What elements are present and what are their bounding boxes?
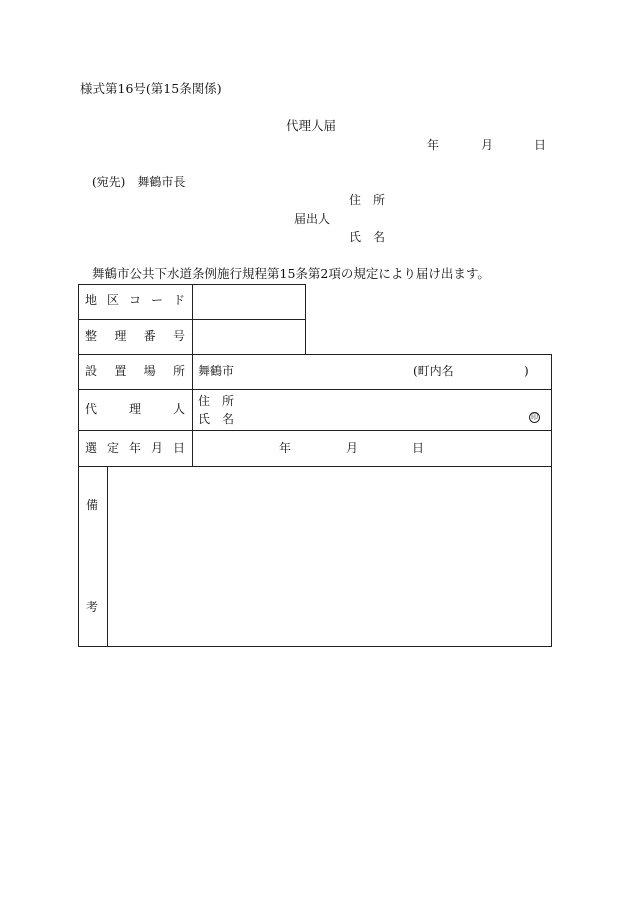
location-town-close: ) <box>524 364 529 378</box>
date-month-label: 月 <box>481 138 494 152</box>
date-day-label: 日 <box>534 138 547 152</box>
location-town-open: (町内名 <box>413 364 454 378</box>
row-line-date <box>78 466 552 467</box>
applicant-label: 届出人 <box>294 212 331 226</box>
agent-address-label: 住 所 <box>198 394 235 408</box>
selection-date-month: 月 <box>346 441 359 455</box>
row-line-agent <box>78 430 552 431</box>
ref-number-label: 整 理 番 号 <box>85 329 185 343</box>
statement-text: 舞鶴市公共下水道条例施行規程第15条第2項の規定により届け出ます。 <box>92 266 490 281</box>
main-table-label-divider <box>192 354 193 466</box>
agent-label: 代 理 人 <box>85 402 185 416</box>
agent-name-label: 氏 名 <box>198 412 235 426</box>
addressee: (宛先) 舞鶴市長 <box>92 175 186 189</box>
applicant-name-label: 氏 名 <box>349 230 386 244</box>
row-line-location <box>78 389 552 390</box>
date-year-label: 年 <box>427 138 440 152</box>
applicant-address-label: 住 所 <box>349 193 386 207</box>
form-reference: 様式第16号(第15条関係) <box>80 81 222 96</box>
ref-number-field[interactable] <box>196 323 302 351</box>
remarks-field[interactable] <box>111 470 547 642</box>
remarks-divider <box>107 466 108 647</box>
remarks-label-bottom: 考 <box>86 600 99 614</box>
selection-date-label: 選 定 年 月 日 <box>85 441 185 455</box>
selection-date-day: 日 <box>412 441 425 455</box>
seal-icon: 印 <box>531 413 538 421</box>
district-code-label: 地 区 コ ー ド <box>85 293 185 307</box>
code-table-row-line <box>78 319 306 320</box>
location-label: 設 置 場 所 <box>85 364 185 378</box>
location-city: 舞鶴市 <box>198 364 235 378</box>
remarks-label-top: 備 <box>86 498 99 512</box>
selection-date-year: 年 <box>279 441 292 455</box>
district-code-field[interactable] <box>196 288 302 316</box>
document-title: 代理人届 <box>286 118 337 133</box>
